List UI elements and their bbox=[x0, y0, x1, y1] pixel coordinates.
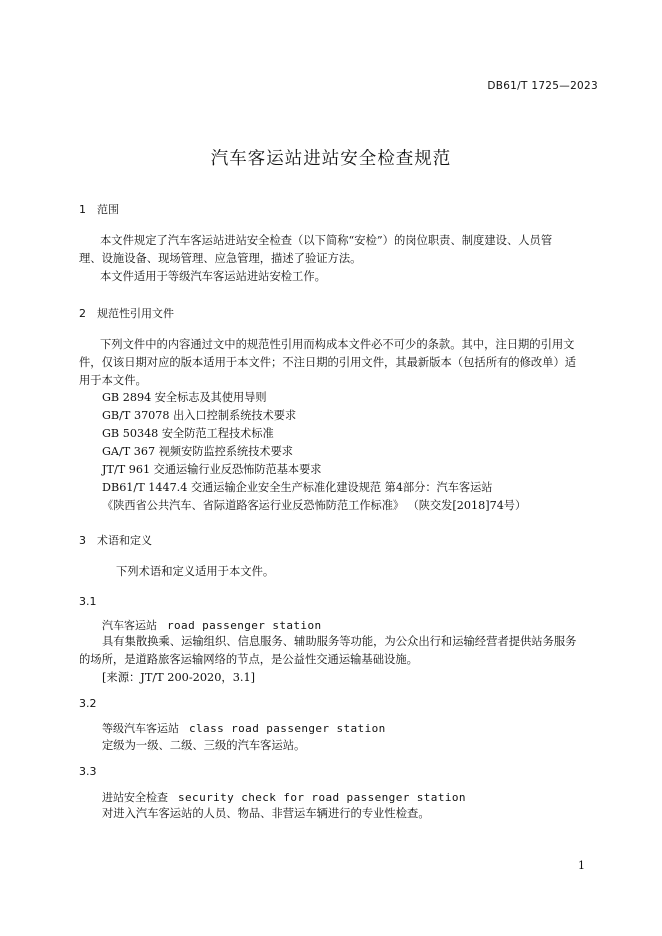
term-number: 3.1 bbox=[79, 595, 97, 608]
term-heading bbox=[102, 720, 386, 736]
reference-item: GB 50348 安全防范工程技术标准 bbox=[102, 427, 274, 440]
paragraph-line: 下列文件中的内容通过文中的规范性引用而构成本文件必不可少的条款。其中，注日期的引用文 bbox=[100, 338, 575, 351]
section-number: 1 bbox=[79, 203, 86, 216]
reference-item: DB61/T 1447.4 交通运输企业安全生产标准化建设规范 第4部分：汽车客运站 bbox=[102, 481, 493, 494]
paragraph-line: 件，仅该日期对应的版本适用于本文件；不注日期的引用文件，其最新版本（包括所有的修改单）适 bbox=[79, 356, 577, 369]
term-number: 3.3 bbox=[79, 765, 97, 778]
term-zh: 汽车客运站 bbox=[102, 619, 157, 632]
reference-item: GB 2894 安全标志及其使用导则 bbox=[102, 391, 267, 404]
reference-item: GA/T 367 视频安防监控系统技术要求 bbox=[102, 445, 293, 458]
page-number: 1 bbox=[578, 859, 585, 872]
standard-code: DB61/T 1725—2023 bbox=[487, 80, 598, 92]
section-1-heading bbox=[79, 201, 119, 217]
term-en: class road passenger station bbox=[189, 722, 386, 735]
reference-item: GB/T 37078 出入口控制系统技术要求 bbox=[102, 409, 297, 422]
term-zh: 进站安全检查 bbox=[102, 791, 168, 804]
section-title: 术语和定义 bbox=[97, 534, 152, 547]
paragraph-line: 理、设施设备、现场管理、应急管理，描述了验证方法。 bbox=[79, 252, 362, 265]
term-heading bbox=[102, 789, 466, 805]
paragraph-line: 本文件规定了汽车客运站进站安全检查（以下简称“安检”）的岗位职责、制度建设、人员管 bbox=[100, 234, 553, 247]
term-heading bbox=[102, 617, 322, 633]
term-en: road passenger station bbox=[167, 619, 322, 632]
document-title: 汽车客运站进站安全检查规范 bbox=[210, 149, 452, 169]
term-en: security check for road passenger station bbox=[178, 791, 466, 804]
definition-line: 定级为一级、二级、三级的汽车客运站。 bbox=[102, 739, 306, 752]
section-title: 范围 bbox=[97, 203, 119, 216]
definition-line: 具有集散换乘、运输组织、信息服务、辅助服务等功能，为公众出行和运输经营者提供站务服务 bbox=[102, 635, 577, 648]
term-number: 3.2 bbox=[79, 697, 97, 710]
term-zh: 等级汽车客运站 bbox=[102, 722, 179, 735]
paragraph-line: 用于本文件。 bbox=[79, 374, 147, 387]
reference-item: JT/T 961 交通运输行业反恐怖防范基本要求 bbox=[102, 463, 322, 476]
reference-item: 《陕西省公共汽车、省际道路客运行业反恐怖防范工作标准》 （陕交发[2018]74号） bbox=[102, 499, 527, 512]
definition-line: 对进入汽车客运站的人员、物品、非营运车辆进行的专业性检查。 bbox=[102, 807, 430, 820]
section-3-heading bbox=[79, 532, 152, 548]
paragraph-line: 下列术语和定义适用于本文件。 bbox=[116, 565, 275, 578]
section-number: 2 bbox=[79, 307, 86, 320]
paragraph-line: 本文件适用于等级汽车客运站进站安检工作。 bbox=[100, 270, 326, 283]
section-2-heading bbox=[79, 305, 174, 321]
section-title: 规范性引用文件 bbox=[97, 307, 174, 320]
term-source: [来源：JT/T 200-2020，3.1] bbox=[102, 671, 256, 684]
definition-line: 的场所，是道路旅客运输网络的节点，是公益性交通运输基础设施。 bbox=[79, 653, 418, 666]
section-number: 3 bbox=[79, 534, 86, 547]
